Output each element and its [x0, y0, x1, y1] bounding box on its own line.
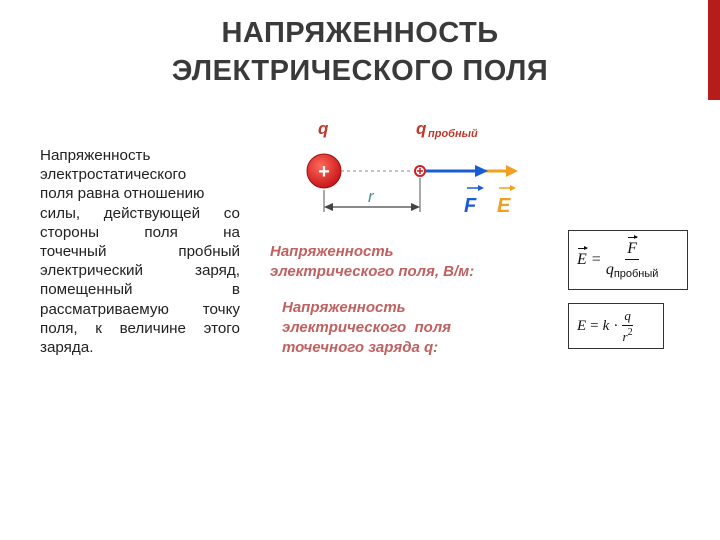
definition-word: пробный	[178, 243, 240, 261]
intensity-caption	[270, 242, 474, 282]
definition-word: на	[223, 223, 240, 241]
probe-charge-subscript: пробный	[428, 128, 478, 140]
distance-arrowhead-left	[324, 203, 333, 211]
formula-e-vector: E	[577, 251, 587, 268]
definition-line: заряда.	[40, 339, 94, 357]
title-line-2: ЭЛЕКТРИЧЕСКОГО ПОЛЯ	[171, 55, 549, 87]
point-charge-caption-line-3: точечного заряда q:	[282, 339, 439, 356]
intensity-caption-line-1: Напряженность	[270, 243, 394, 260]
point-charge-caption-line-1: Напряженность	[282, 299, 406, 316]
formula-q-subscript: пробный	[613, 268, 659, 280]
force-label: F	[464, 195, 477, 217]
coulomb-r: r	[622, 328, 628, 344]
definition-word: точку	[202, 300, 240, 318]
probe-charge-label: q	[416, 119, 427, 138]
definition-word: стороны	[40, 223, 100, 241]
definition-word: этого	[203, 319, 240, 337]
force-label-arrowhead	[478, 185, 484, 191]
definition-word: со	[223, 204, 240, 222]
formula-fraction	[606, 240, 659, 280]
field-label: E	[497, 195, 511, 217]
coulomb-equals: =	[590, 317, 599, 334]
coulomb-field-formula	[568, 303, 664, 349]
distance-arrowhead-right	[411, 203, 420, 211]
force-arrowhead	[475, 165, 488, 177]
field-definition-formula	[568, 230, 688, 290]
source-charge-sign: +	[318, 161, 330, 183]
definition-word: действующей	[103, 204, 201, 222]
coulomb-k: k	[602, 317, 610, 334]
definition-word: в	[231, 281, 240, 299]
coulomb-power: 2	[627, 326, 633, 338]
formula-f-vector: F	[627, 240, 638, 257]
definition-line: поля равна отношению	[40, 185, 205, 203]
coulomb-fraction	[622, 308, 633, 345]
source-charge-label: q	[318, 119, 329, 138]
definition-word: к	[95, 319, 102, 337]
formula-q: q	[605, 261, 614, 278]
definition-word: электрический	[40, 262, 143, 280]
point-charge-caption	[282, 298, 451, 358]
intensity-caption-line-2: электрического поля, В/м:	[270, 263, 475, 280]
field-label-arrowhead	[510, 185, 516, 191]
field-arrowhead	[506, 165, 518, 177]
definition-word: величине	[119, 319, 187, 337]
coulomb-dot: ·	[613, 317, 619, 334]
definition-word: рассматриваемую	[40, 300, 169, 318]
definition-word: поля,	[40, 319, 78, 337]
definition-line: электростатического	[40, 166, 187, 184]
definition-word: силы,	[40, 204, 81, 222]
definition-word: поля	[144, 223, 178, 241]
definition-word: заряд,	[195, 262, 240, 280]
definition-word: помещенный	[40, 281, 133, 299]
coulomb-e: E	[577, 317, 587, 334]
distance-label: r	[368, 187, 374, 206]
coulomb-q: q	[622, 308, 633, 326]
title-line-1: НАПРЯЖЕННОСТЬ	[221, 17, 499, 49]
definition-line: Напряженность	[40, 147, 151, 164]
formula-equals: =	[591, 251, 601, 268]
definition-word: точечный	[40, 243, 107, 261]
point-charge-caption-line-2: электрического поля	[282, 319, 452, 336]
